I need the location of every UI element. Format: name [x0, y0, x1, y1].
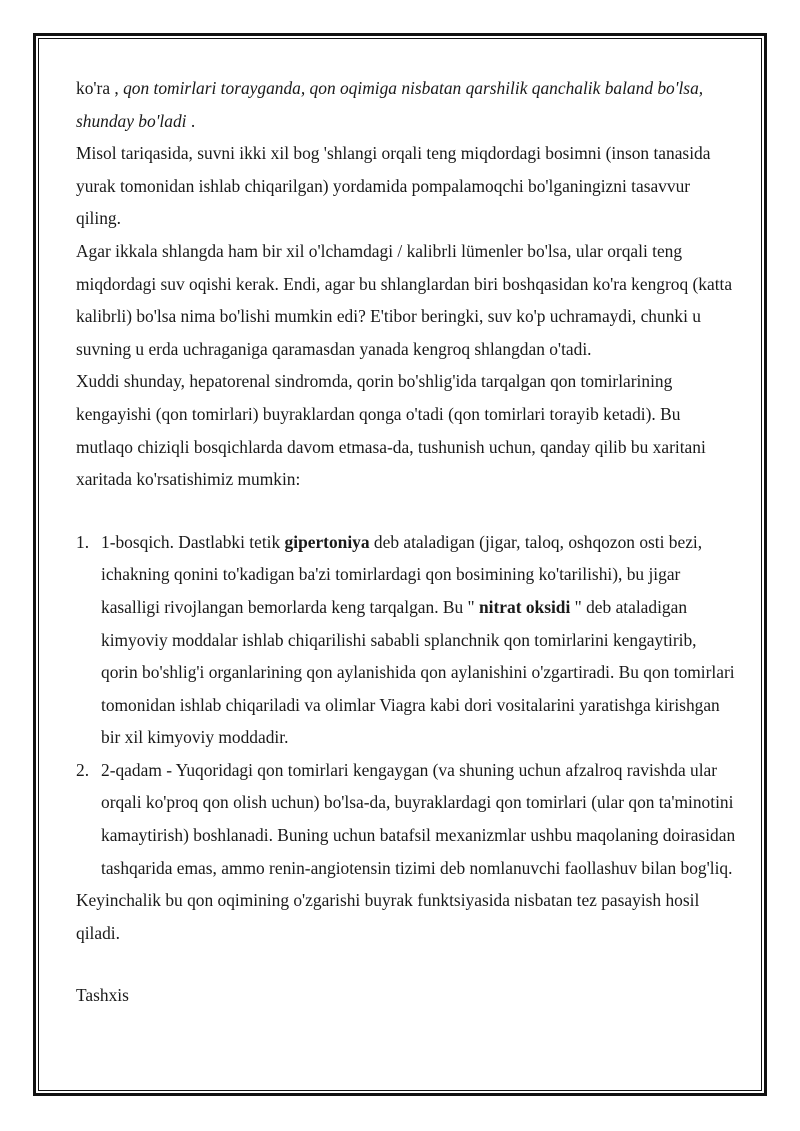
- term-nitrat-oksidi: nitrat oksidi: [478, 596, 571, 617]
- paragraph-misol: Misol tariqasida, suvni ikki xil bog 'shlangi orqali teng miqdordagi bosimni (inson tanasida yurak tomonidan ishlab chiqarilgan) yordamida pompalamoqchi bo'lganingizni tasavvur qiling.: [76, 143, 711, 229]
- section-heading: Tashxis: [76, 985, 129, 1006]
- spacer: [76, 949, 736, 979]
- list-item-number: 2.: [76, 759, 90, 780]
- spacer: [76, 496, 736, 526]
- intro-italic-text: qon tomirlari torayganda, qon oqimiga nisbatan qarshilik qanchalik baland bo'lsa, shunday bo'ladi: [76, 78, 704, 131]
- step1-text-part1: 1-bosqich. Dastlabki tetik: [101, 531, 285, 552]
- intro-prefix: ko'ra ,: [76, 78, 124, 98]
- list-item-number: 1.: [76, 531, 90, 552]
- steps-list: [76, 526, 736, 885]
- paragraph-xuddi: Xuddi shunday, hepatorenal sindromda, qorin bo'shlig'ida tarqalgan qon tomirlarining kengayishi (qon tomirlari) buyraklardan qonga o'tadi (qon tomirlari torayib ketadi). Bu mutlaqo chiziqli bosqichlarda davom etmasa-da, tushunish uchun, qanday qilib bu xaritani xaritada ko'rsatishimiz mumkin:: [76, 371, 706, 490]
- step2-text: 2-qadam - Yuqoridagi qon tomirlari kengaygan (va shuning uchun afzalroq ravishda ular orqali ko'proq qon olish uchun) bo'lsa-da, buyraklardagi qon tomirlari (ular qon ta'minotini kamaytirish) boshlanadi. Buning uchun batafsil mexanizmlar ushbu maqolaning doirasidan tashqarida emas, ammo renin-angiotensin tizimi deb nomlanuvchi faollashuv bilan bog'liq.: [101, 759, 736, 878]
- paragraph-agar: Agar ikkala shlangda ham bir xil o'lchamdagi / kalibrli lümenler bo'lsa, ular orqali teng miqdordagi suv oqishi kerak. Endi, agar bu shlanglardan biri boshqasidan ko'ra kengroq (katta kalibrli) bo'lsa nima bo'lishi mumkin edi? E'tibor beringki, suv ko'p uchramaydi, chunki u suvning u erda uchraganiga qaramasdan yanada kengroq shlangdan o'tadi.: [76, 240, 733, 359]
- paragraph-keyin: Keyinchalik bu qon oqimining o'zgarishi buyrak funktsiyasida nisbatan tez pasayish hosil qiladi.: [76, 890, 700, 943]
- list-item: [76, 754, 736, 884]
- step1-text-part3: " deb ataladigan kimyoviy moddalar ishlab chiqarilishi sababli splanchnik qon tomirlarini kengaytirib, qorin bo'shlig'i organlarining qon aylanishida qon aylanishini o'zgartiradi. Bu qon tomirlari tomonidan ishlab chiqariladi va olimlar Viagra kabi dori vositalarini yaratishga kirishgan bir xil kimyoviy moddadir.: [101, 596, 735, 748]
- term-gipertoniya: gipertoniya: [284, 531, 370, 552]
- list-item: [76, 526, 736, 754]
- intro-suffix: .: [186, 110, 196, 131]
- intro-paragraph: [76, 72, 736, 137]
- step1-text-part2: deb ataladigan (jigar, taloq, oshqozon osti bezi, ichakning qonini to'kadigan ba'zi tomirlardagi qon bosimining ko'tarilishi), bu jigar kasalligi rivojlangan bemorlarda keng tarqalgan. Bu ": [101, 531, 703, 617]
- document-body: [76, 72, 736, 1012]
